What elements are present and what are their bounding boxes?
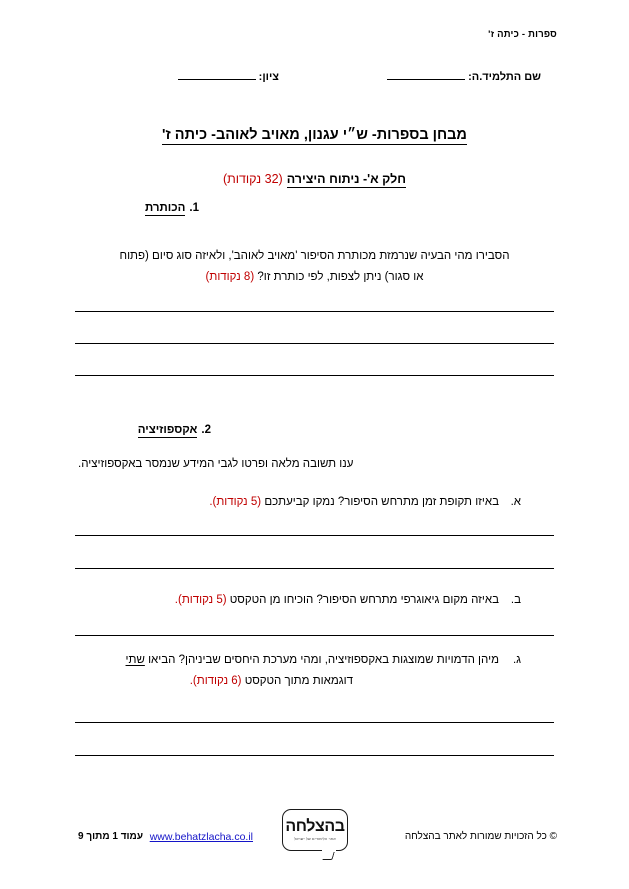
answer-line[interactable]: [75, 635, 554, 636]
part-name: חלק א'- ניתוח היצירה: [286, 172, 407, 186]
page-number: עמוד 1 מתוך 9: [78, 831, 143, 842]
course-header: ספרות - כיתה ז': [488, 29, 557, 40]
answer-line[interactable]: [75, 722, 554, 723]
question-2-instruction: ענו תשובה מלאה ופרטו לגבי המידע שנמסר באקספוזיציה.: [78, 458, 354, 470]
sub-question-b-text: באיזה מקום גיאוגרפי מתרחש הסיפור? הוכיחו מן הטקסט: [229, 594, 499, 606]
student-name-blank[interactable]: [387, 68, 465, 80]
question-1-body-line-1: הסבירו מהי הבעיה שנרמזת מכותרת הסיפור 'מאויב לאוהב', ולאיזה סוג סיום (פתוח: [119, 250, 510, 262]
answer-line[interactable]: [75, 343, 554, 344]
page-footer: [72, 809, 557, 867]
logo-tagline: אתר הלימודים של ישראל: [294, 836, 336, 841]
page-title-text: מבחן בספרות- ש״י עגנון, מאויב לאוהב- כיתה ז': [162, 127, 467, 143]
sub-question-b: [78, 590, 521, 611]
answer-line[interactable]: [75, 535, 554, 536]
logo-speech-bubble-icon: [282, 809, 348, 851]
student-info-row: [72, 68, 557, 88]
grade-blank[interactable]: [178, 68, 256, 80]
sub-question-c-emphasis: שתי: [125, 654, 145, 666]
question-1-number: 1.: [189, 202, 199, 214]
sub-question-c-points: (6 נקודות).: [189, 675, 242, 688]
sub-question-c: [78, 650, 521, 693]
student-name-label: שם התלמיד.ה:: [468, 71, 541, 83]
sub-question-c-marker: ג.: [512, 654, 521, 666]
question-1-body-line-2: או סגור) ניתן לצפות, לפי כותרת זו?: [257, 271, 424, 284]
question-1-body: [78, 246, 551, 289]
answer-line[interactable]: [75, 755, 554, 756]
sub-question-c-text-before: מיהן הדמויות שמוצגות באקספוזיציה, ומהי מערכת היחסים שביניהן? הביאו: [148, 654, 499, 666]
question-1-body-line-2-wrap: [78, 267, 551, 288]
grade-field: [178, 68, 279, 83]
sub-question-c-text-after: דוגמאות מתוך הטקסט: [244, 675, 353, 688]
part-points: (32 נקודות): [222, 172, 283, 186]
question-2-instruction-wrap: [78, 454, 551, 475]
answer-line[interactable]: [75, 375, 554, 376]
sub-question-a-text: באיזו תקופת זמן מתרחש הסיפור? נמקו קביעתכם: [264, 496, 499, 508]
question-2-number: 2.: [201, 424, 211, 436]
copyright-notice: © כל הזכויות שמורות לאתר בהצלחה: [404, 831, 557, 842]
sub-question-a: [78, 492, 521, 513]
logo-wordmark: בהצלחה: [285, 817, 345, 835]
sub-question-a-marker: א.: [510, 496, 521, 508]
page-title: [0, 127, 629, 143]
answer-line[interactable]: [75, 568, 554, 569]
part-header: [72, 172, 557, 186]
website-link[interactable]: www.behatzlacha.co.il: [149, 831, 253, 843]
sub-question-b-points: (5 נקודות).: [174, 594, 227, 606]
question-1-title: הכותרת: [144, 202, 186, 214]
question-1-points: (8 נקודות): [205, 271, 255, 284]
student-name-field: [387, 68, 541, 83]
sub-question-a-points: (5 נקודות).: [209, 496, 262, 508]
logo-bubble-tail-mask: [322, 848, 336, 852]
behatzlacha-logo: [282, 809, 348, 851]
grade-label: ציון:: [258, 71, 279, 83]
answer-line[interactable]: [75, 311, 554, 312]
question-2-title: אקספוזיציה: [137, 424, 198, 436]
sub-question-b-marker: ב.: [510, 594, 521, 606]
question-2-heading: [138, 424, 211, 436]
question-1-heading: [145, 202, 199, 214]
